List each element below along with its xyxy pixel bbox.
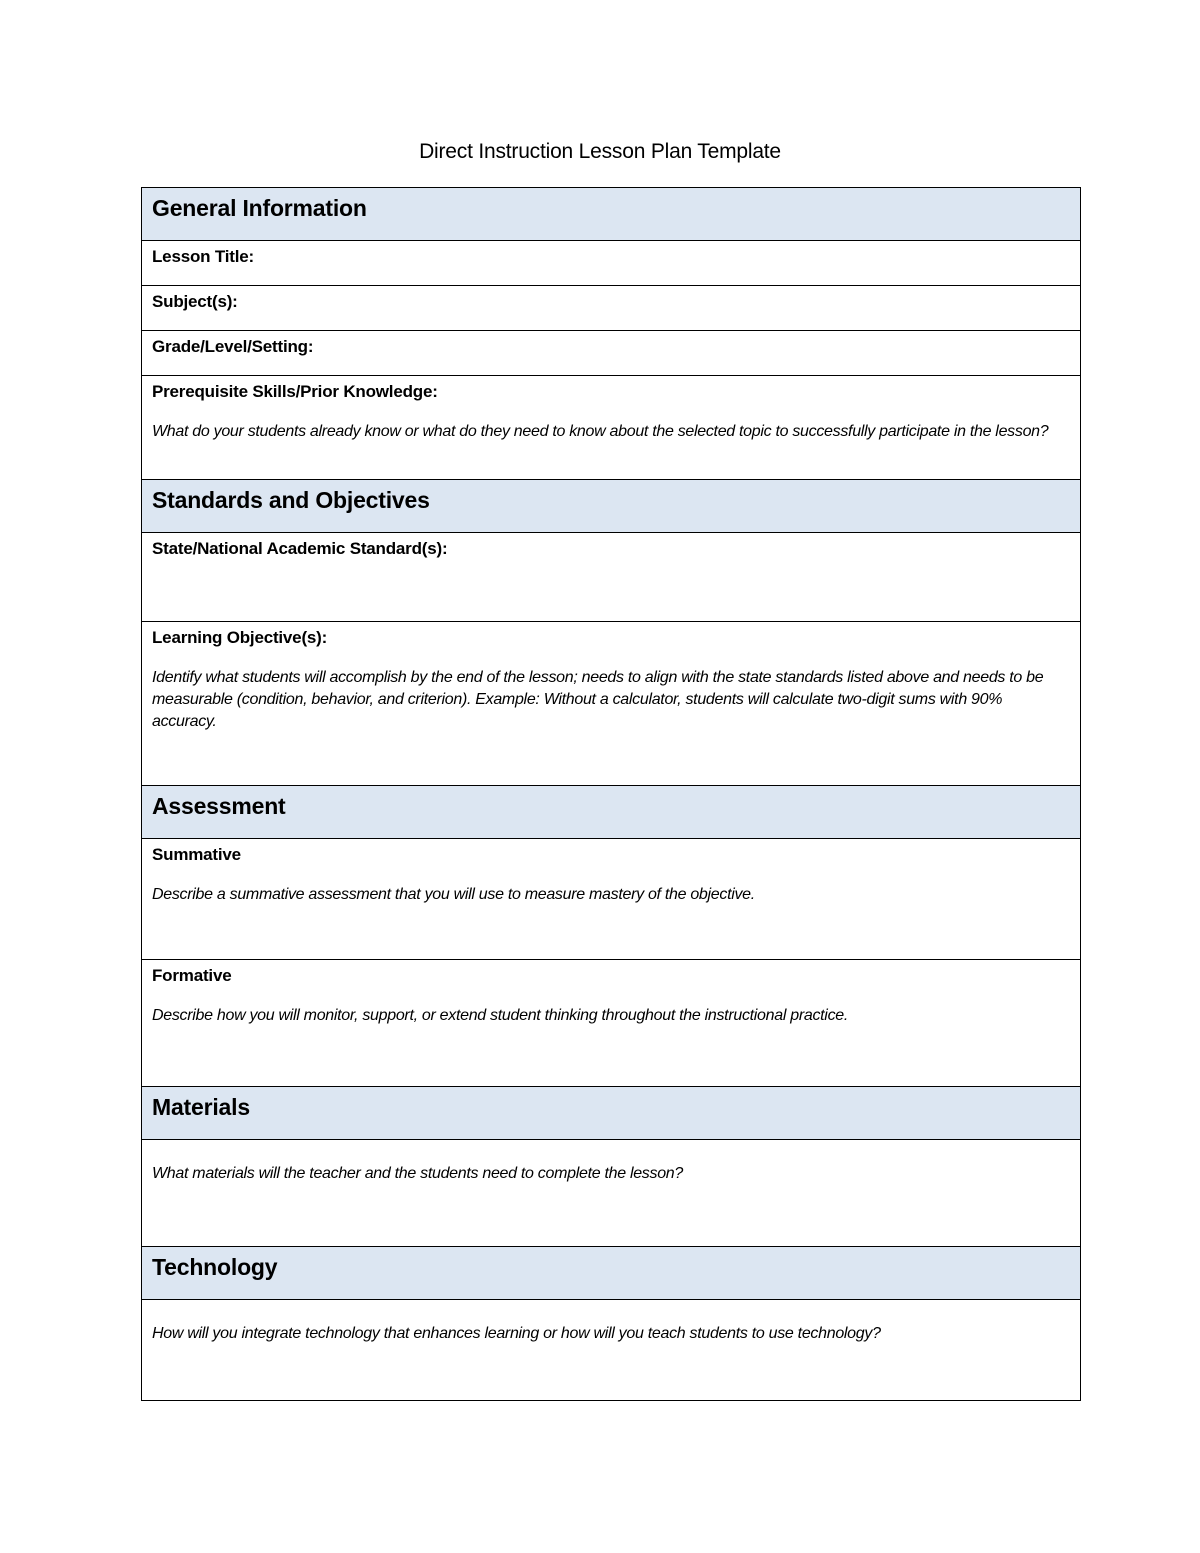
summative-label: Summative [152,845,241,864]
grade-level-setting-row[interactable] [142,331,1081,376]
section-technology [142,1247,1081,1300]
prerequisite-skills-row[interactable] [142,376,1081,480]
learning-objectives-label: Learning Objective(s): [152,628,328,647]
materials-hint: What materials will the teacher and the students need to complete the lesson? [152,1165,683,1182]
academic-standards-label: State/National Academic Standard(s): [152,539,448,558]
subjects-cell[interactable] [142,286,1081,331]
page-title: Direct Instruction Lesson Plan Template [419,140,781,163]
section-assessment [142,786,1081,839]
lesson-plan-table [141,187,1081,1401]
subjects-label: Subject(s): [152,292,238,311]
summative-cell[interactable] [142,839,1081,960]
subjects-row[interactable] [142,286,1081,331]
formative-row[interactable] [142,960,1081,1087]
prerequisite-skills-hint: What do your students already know or what do they need to know about the selected topic to successfully participate in the lesson? [152,423,1049,440]
section-heading: Technology [152,1254,278,1280]
technology-cell[interactable] [142,1300,1081,1401]
learning-objectives-row[interactable] [142,622,1081,786]
academic-standards-row[interactable] [142,533,1081,622]
learning-objectives-hint: Identify what students will accomplish by the end of the lesson; needs to align with the state standards listed above and needs to be measurable (condition, behavior, and criterion). Example: Without a calculator, students will calculate two-digit sums with 90% accuracy. [152,669,1044,730]
lesson-title-row[interactable] [142,241,1081,286]
section-heading: General Information [152,195,367,221]
section-materials [142,1087,1081,1140]
technology-row[interactable] [142,1300,1081,1401]
prerequisite-skills-label: Prerequisite Skills/Prior Knowledge: [152,382,438,401]
grade-level-setting-label: Grade/Level/Setting: [152,337,314,356]
section-heading: Materials [152,1094,250,1120]
materials-row[interactable] [142,1140,1081,1247]
technology-hint: How will you integrate technology that enhances learning or how will you teach students to use technology? [152,1325,881,1342]
lesson-title-label: Lesson Title: [152,247,254,266]
grade-level-setting-cell[interactable] [142,331,1081,376]
summative-hint: Describe a summative assessment that you will use to measure mastery of the objective. [152,886,755,903]
formative-hint: Describe how you will monitor, support, or extend student thinking throughout the instructional practice. [152,1007,849,1024]
section-general-information [142,188,1081,241]
formative-label: Formative [152,966,232,985]
materials-cell[interactable] [142,1140,1081,1247]
prerequisite-skills-cell[interactable] [142,376,1081,480]
academic-standards-cell[interactable] [142,533,1081,622]
formative-cell[interactable] [142,960,1081,1087]
section-heading: Assessment [152,793,286,819]
section-standards-objectives [142,480,1081,533]
section-heading: Standards and Objectives [152,487,430,513]
lesson-title-cell[interactable] [142,241,1081,286]
summative-row[interactable] [142,839,1081,960]
learning-objectives-cell[interactable] [142,622,1081,786]
